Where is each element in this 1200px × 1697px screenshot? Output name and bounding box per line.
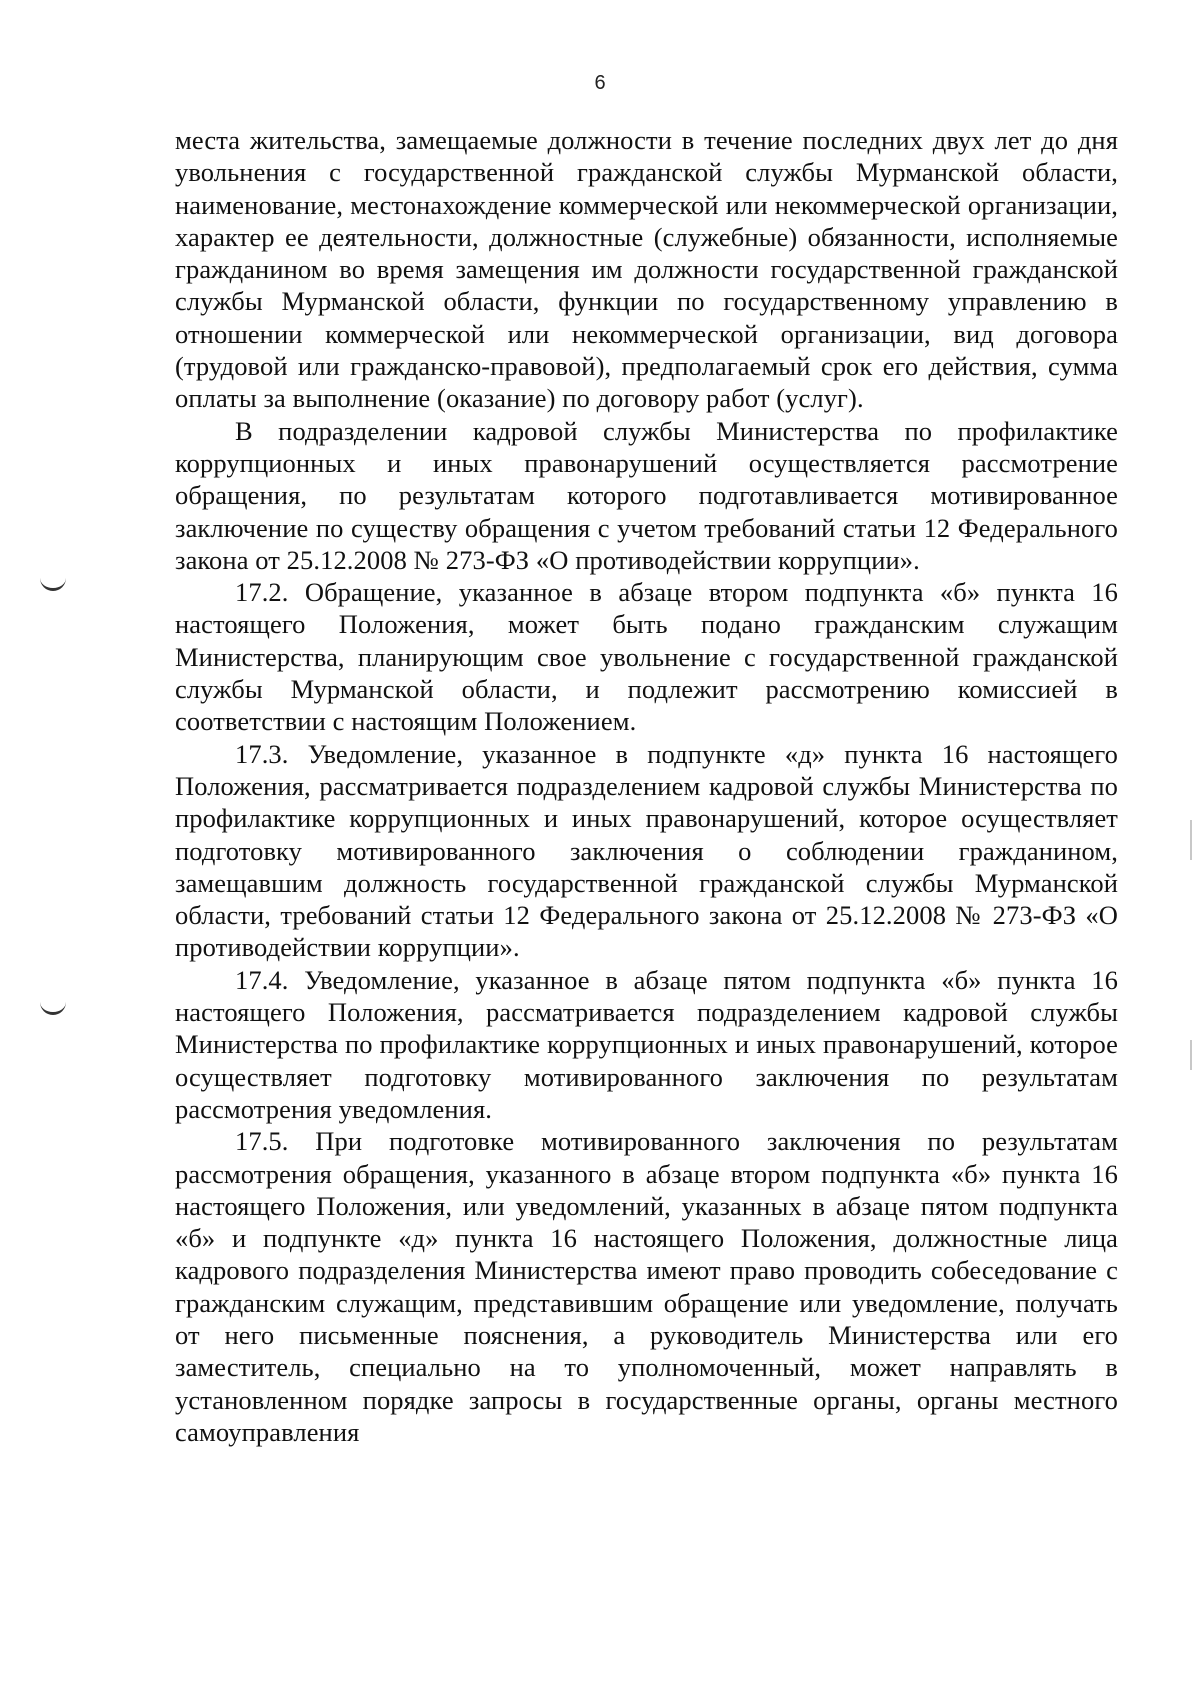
scan-edge-line bbox=[1190, 820, 1192, 860]
paragraph-17-5: 17.5. При подготовке мотивированного заключения по результатам рассмотрения обращения, указанного в абзаце втором подпункта «б» пункта 16 настоящего Положения, или уведомлений, указанных в абзаце пятом подпункта «б» и подпункте «д» пункта 16 настоящего Положения, должностные лица кадрового подразделения Министерства имеют право проводить собеседование с гражданским служащим, представившим обращение или уведомление, получать от него письменные пояснения, а руководитель Министерства или его заместитель, специально на то уполномоченный, может направлять в установленном порядке запросы в государственные органы, органы местного самоуправления bbox=[175, 1126, 1118, 1447]
paragraph-17-2: 17.2. Обращение, указанное в абзаце втором подпункта «б» пункта 16 настоящего Положения, может быть подано гражданским служащим Министерства, планирующим свое увольнение с государственной гражданской службы Мурманской области, и подлежит рассмотрению комиссией в соответствии с настоящим Положением. bbox=[175, 577, 1118, 737]
scan-edge-line bbox=[1190, 1040, 1192, 1070]
page-number: 6 bbox=[594, 72, 606, 94]
document-body bbox=[175, 124, 1118, 1448]
binder-hole-mark bbox=[40, 578, 66, 591]
paragraph-17-4: 17.4. Уведомление, указанное в абзаце пятом подпункта «б» пункта 16 настоящего Положения, рассматривается подразделением кадровой службы Министерства по профилактике коррупционных и иных правонарушений, которое осуществляет подготовку мотивированного заключения по результатам рассмотрения уведомления. bbox=[175, 964, 1118, 1124]
paragraph-17-3: 17.3. Уведомление, указанное в подпункте «д» пункта 16 настоящего Положения, рассматривается подразделением кадровой службы Министерства по профилактике коррупционных и иных правонарушений, которое осуществляет подготовку мотивированного заключения о соблюдении гражданином, замещавшим должность государственной гражданской службы Мурманской области, требований статьи 12 Федерального закона от 25.12.2008 № 273-ФЗ «О противодействии коррупции». bbox=[175, 738, 1118, 963]
binder-hole-mark bbox=[40, 1002, 66, 1015]
paragraph-review: В подразделении кадровой службы Министерства по профилактике коррупционных и иных правонарушений осуществляется рассмотрение обращения, по результатам которого подготавливается мотивированное заключение по существу обращения с учетом требований статьи 12 Федерального закона от 25.12.2008 № 273-ФЗ «О противодействии коррупции». bbox=[175, 415, 1118, 575]
paragraph-continuation: места жительства, замещаемые должности в течение последних двух лет до дня увольнения с государственной гражданской службы Мурманской области, наименование, местонахождение коммерческой или некоммерческой организации, характер ее деятельности, должностные (служебные) обязанности, исполняемые гражданином во время замещения им должности государственной гражданской службы Мурманской области, функции по государственному управлению в отношении коммерческой или некоммерческой организации, вид договора (трудовой или гражданско-правовой), предполагаемый срок его действия, сумма оплаты за выполнение (оказание) по договору работ (услуг). bbox=[175, 125, 1118, 414]
